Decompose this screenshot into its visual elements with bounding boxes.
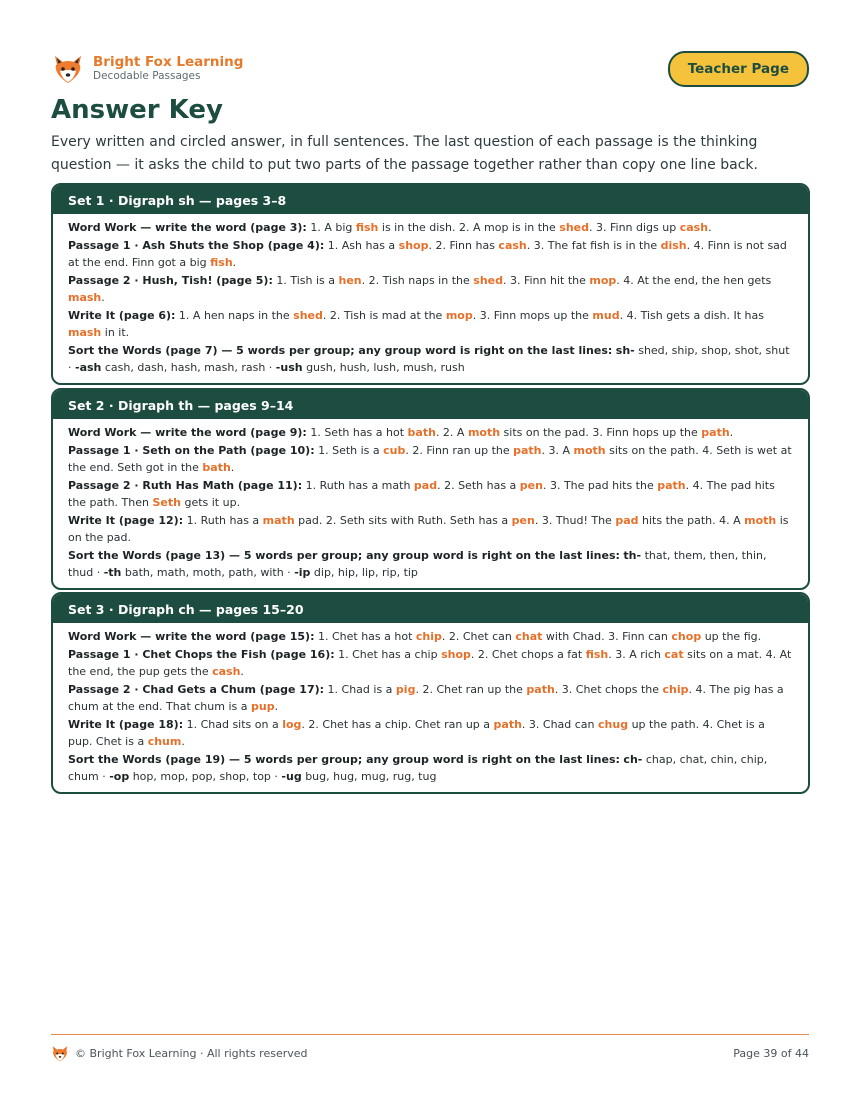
answer-row (68, 681, 792, 715)
answer-row (68, 751, 792, 785)
answer-row (68, 307, 792, 341)
answer-label: Sort the Words (page 13) — 5 words per group; any group word is right on the last lines: (68, 549, 620, 562)
set-heading: Set 3 · Digraph ch — pages 15–20 (53, 594, 808, 623)
answer-row (68, 237, 792, 271)
teacher-page-badge: Teacher Page (668, 51, 809, 87)
answer-text: sits on the path. 4. Seth is wet at the end. Seth got in the (68, 444, 792, 474)
answer-text: 1. A big (306, 221, 356, 234)
answer-text: . 2. Chet can (441, 630, 516, 643)
answer-text: . 3. Chet chops the (554, 683, 663, 696)
answer-row (68, 628, 792, 645)
answer-text: . (729, 426, 734, 439)
answer-text: . 3. Finn hit the (502, 274, 590, 287)
word-group-label: ch- (623, 753, 643, 766)
answer-word: fish (210, 256, 233, 269)
answer-label: Word Work — write the word (page 3): (68, 221, 307, 234)
answer-word: mop (445, 309, 473, 322)
answer-word: pup (250, 700, 275, 713)
answer-word: shed (559, 221, 590, 234)
answer-word: chip (662, 683, 689, 696)
answer-word: pen (511, 514, 535, 527)
answer-text: . (181, 735, 185, 748)
answer-text: . 2. Tish naps in the (361, 274, 474, 287)
word-group-label: -ush (275, 361, 303, 374)
answer-word: chug (598, 718, 629, 731)
answer-word: mash (68, 291, 102, 304)
answer-text: . 2. Finn ran up the (405, 444, 514, 457)
answer-word: shop (441, 648, 471, 661)
intro-text: Every written and circled answer, in full sentences. The last question of each passage is the thinking question — it asks the child to put two parts of the passage together rather than copy one line back. (51, 134, 758, 173)
answer-text: . 2. Seth has a (437, 479, 520, 492)
answer-text: . 2. A (435, 426, 468, 439)
page-header (52, 50, 809, 90)
set-body (53, 419, 808, 588)
answer-set-3 (51, 592, 810, 794)
answer-text: 1. A hen naps in the (175, 309, 294, 322)
answer-text: sits on a mat. 4. At the end, the pup gets the (68, 648, 792, 678)
answer-text: that, them, then, thin, thud · (68, 549, 767, 579)
answer-word: mop (589, 274, 617, 287)
answer-text: 1. Chet has a hot (314, 630, 416, 643)
answer-text: . 2. Finn has (428, 239, 499, 252)
answer-label: Passage 2 · Hush, Tish! (page 5): (68, 274, 273, 287)
answer-word: path (513, 444, 542, 457)
answer-row (68, 219, 792, 236)
set-body (53, 214, 808, 383)
answer-word: pig (395, 683, 416, 696)
answer-row (68, 442, 792, 476)
answer-label: Passage 1 · Ash Shuts the Shop (page 4): (68, 239, 325, 252)
answer-word: cash (212, 665, 241, 678)
answer-text: 1. Tish is a (272, 274, 339, 287)
answer-row (68, 272, 792, 306)
answer-text: pad. 2. Seth sits with Ruth. Seth has a (294, 514, 512, 527)
answer-label: Passage 1 · Seth on the Path (page 10): (68, 444, 315, 457)
word-group-label: -ash (75, 361, 102, 374)
answer-text: up the path. 4. Chet is a pup. Chet is a (68, 718, 765, 748)
word-group-label: -ip (294, 566, 311, 579)
answer-text: . 3. The fat fish is in the (526, 239, 661, 252)
answer-text: . 3. A rich (608, 648, 665, 661)
answer-set-2 (51, 388, 810, 590)
answer-text: 1. Chad is a (324, 683, 396, 696)
answer-text: bath, math, moth, path, with · (121, 566, 295, 579)
answer-text: with Chad. 3. Finn can (542, 630, 672, 643)
answer-text: . 3. The pad hits the (542, 479, 658, 492)
answer-word: path (701, 426, 730, 439)
answer-text: . 4. Finn is not sad at the end. Finn got a big (68, 239, 787, 269)
answer-word: chop (671, 630, 702, 643)
answer-text: . (101, 291, 105, 304)
answer-row (68, 512, 792, 546)
word-group-label: -ug (281, 770, 302, 783)
brand-name: Bright Fox Learning (93, 54, 244, 70)
word-group-label: -op (109, 770, 130, 783)
fox-logo-icon (51, 1045, 69, 1062)
answer-label: Write It (page 18): (68, 718, 184, 731)
answer-text: hop, mop, pop, shop, top · (129, 770, 282, 783)
answer-text: bug, hug, mug, rug, tug (301, 770, 437, 783)
answer-word: chum (147, 735, 182, 748)
answer-text: cash, dash, hash, mash, rash · (101, 361, 276, 374)
answer-word: shop (398, 239, 429, 252)
answer-text: . 3. Chad can (521, 718, 599, 731)
brand-subtitle: Decodable Passages (93, 70, 201, 82)
answer-label: Sort the Words (page 19) — 5 words per group; any group word is right on the last lines: (68, 753, 620, 766)
answer-label: Passage 1 · Chet Chops the Fish (page 16): (68, 648, 335, 661)
answer-word: moth (744, 514, 777, 527)
footer-copyright: © Bright Fox Learning · All rights reserved (75, 1047, 308, 1060)
answer-text: up the fig. (701, 630, 762, 643)
answer-label: Passage 2 · Ruth Has Math (page 11): (68, 479, 303, 492)
answer-word: moth (573, 444, 606, 457)
answer-text: sits on the pad. 3. Finn hops up the (500, 426, 702, 439)
answer-text: . 3. Finn digs up (589, 221, 680, 234)
answer-text: . 3. Finn mops up the (472, 309, 593, 322)
answer-word: pen (519, 479, 543, 492)
answer-text: 1. Chet has a chip (334, 648, 442, 661)
answer-set-1 (51, 183, 810, 385)
answer-text: . 4. Tish gets a dish. It has (619, 309, 764, 322)
answer-label: Sort the Words (page 7) — 5 words per group; any group word is right on the last lines: (68, 344, 613, 357)
answer-word: hen (338, 274, 362, 287)
page-title: Answer Key (51, 95, 223, 125)
answer-word: path (526, 683, 555, 696)
answer-row (68, 342, 792, 376)
answer-row (68, 477, 792, 511)
answer-text: is in the dish. 2. A mop is in the (378, 221, 560, 234)
answer-word: shed (473, 274, 503, 287)
answer-text: . (232, 256, 237, 269)
answer-word: cash (498, 239, 527, 252)
footer-page-number: Page 39 of 44 (733, 1047, 809, 1060)
set-heading: Set 2 · Digraph th — pages 9–14 (53, 390, 808, 419)
answer-word: math (262, 514, 295, 527)
answer-word: mud (592, 309, 620, 322)
answer-text: gets it up. (180, 496, 241, 509)
answer-text: . 4. The pad hits the path. Then (68, 479, 775, 509)
fox-logo-icon (52, 54, 84, 84)
answer-text: . (240, 665, 244, 678)
answer-row (68, 646, 792, 680)
answer-word: bath (407, 426, 436, 439)
answer-label: Word Work — write the word (page 9): (68, 426, 307, 439)
answer-text: . 3. Thud! The (534, 514, 616, 527)
answer-word: moth (467, 426, 501, 439)
answer-word: fish (585, 648, 609, 661)
answer-word: chat (515, 630, 543, 643)
answer-text: is on the pad. (68, 514, 789, 544)
answer-word: bath (202, 461, 231, 474)
answer-text: 1. Chad sits on a (183, 718, 283, 731)
answer-word: cub (383, 444, 406, 457)
answer-word: Seth (152, 496, 181, 509)
answer-word: mash (68, 326, 102, 339)
answer-text: . (230, 461, 235, 474)
set-body (53, 623, 808, 792)
answer-text: . (708, 221, 712, 234)
answer-text: . 2. Chet ran up the (415, 683, 527, 696)
answer-word: dish (660, 239, 687, 252)
answer-text: in it. (101, 326, 130, 339)
answer-word: fish (355, 221, 379, 234)
word-group-label: sh- (615, 344, 635, 357)
answer-text: . 3. A (541, 444, 574, 457)
answer-text: 1. Ash has a (324, 239, 399, 252)
answer-label: Write It (page 12): (68, 514, 184, 527)
word-group-label: -th (103, 566, 122, 579)
answer-text: 1. Seth has a hot (306, 426, 408, 439)
answer-text: chap, chat, chin, chip, chum · (68, 753, 768, 783)
answer-label: Passage 2 · Chad Gets a Chum (page 17): (68, 683, 325, 696)
answer-row (68, 716, 792, 750)
answer-text: hits the path. 4. A (638, 514, 745, 527)
answer-text: . 2. Tish is mad at the (322, 309, 446, 322)
answer-word: cash (679, 221, 709, 234)
answer-text: . 4. The pig has a chum at the end. That chum is a (68, 683, 784, 713)
answer-text: . 2. Chet chops a fat (470, 648, 586, 661)
answer-text: shed, ship, shop, shot, shut · (68, 344, 790, 374)
answer-word: cat (664, 648, 684, 661)
answer-text: dip, hip, lip, rip, tip (310, 566, 418, 579)
answer-text: 1. Ruth has a math (302, 479, 414, 492)
answer-row (68, 547, 792, 581)
set-heading: Set 1 · Digraph sh — pages 3–8 (53, 185, 808, 214)
footer-divider (51, 1034, 809, 1035)
answer-text: . (274, 700, 279, 713)
answer-word: shed (293, 309, 323, 322)
answer-text: 1. Ruth has a (183, 514, 263, 527)
answer-text: 1. Seth is a (314, 444, 384, 457)
answer-label: Word Work — write the word (page 15): (68, 630, 315, 643)
word-group-label: th- (623, 549, 642, 562)
answer-word: log (282, 718, 302, 731)
answer-label: Write It (page 6): (68, 309, 176, 322)
answer-word: path (493, 718, 522, 731)
answer-text: gush, hush, lush, mush, rush (302, 361, 465, 374)
answer-text: . 4. At the end, the hen gets (616, 274, 772, 287)
answer-row (68, 424, 792, 441)
answer-word: pad (615, 514, 639, 527)
answer-word: pad (413, 479, 438, 492)
answer-word: chip (415, 630, 442, 643)
answer-text: . 2. Chet has a chip. Chet ran up a (301, 718, 494, 731)
answer-word: path (657, 479, 686, 492)
